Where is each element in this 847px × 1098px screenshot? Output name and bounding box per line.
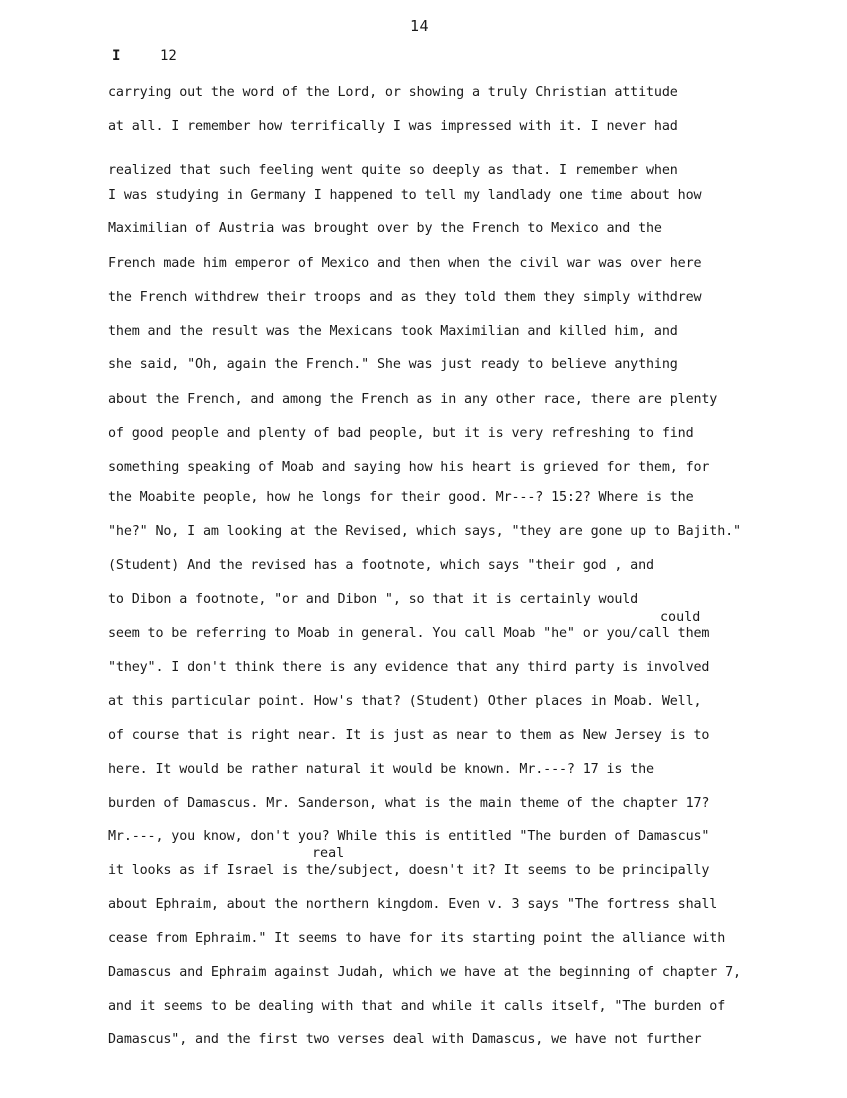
text-line: Maximilian of Austria was brought over by the French to Mexico and the [108, 221, 662, 236]
text-line: (Student) And the revised has a footnote, which says "their god , and [108, 558, 654, 573]
interlinear-insertion: real [312, 846, 345, 861]
text-line: Damascus and Ephraim against Judah, which we have at the beginning of chapter 7, [108, 965, 741, 980]
text-line: carrying out the word of the Lord, or showing a truly Christian attitude [108, 85, 678, 100]
text-line: and it seems to be dealing with that and while it calls itself, "The burden of [108, 999, 726, 1014]
text-line: them and the result was the Mexicans took Maximilian and killed him, and [108, 324, 678, 339]
text-line: it looks as if Israel is the/subject, doesn't it? It seems to be principally [108, 863, 710, 878]
text-line: French made him emperor of Mexico and then when the civil war was over here [108, 256, 702, 271]
text-line: here. It would be rather natural it would be known. Mr.---? 17 is the [108, 762, 654, 777]
text-line: the French withdrew their troops and as they told them they simply withdrew [108, 290, 702, 305]
text-line: she said, "Oh, again the French." She was just ready to believe anything [108, 357, 678, 372]
text-line: of good people and plenty of bad people, but it is very refreshing to find [108, 426, 694, 441]
text-line: the Moabite people, how he longs for their good. Mr---? 15:2? Where is the [108, 490, 694, 505]
text-line: at this particular point. How's that? (Student) Other places in Moab. Well, [108, 694, 702, 709]
section-roman: I [112, 48, 121, 64]
text-line: at all. I remember how terrifically I was impressed with it. I never had [108, 119, 678, 134]
text-line: about Ephraim, about the northern kingdom. Even v. 3 says "The fortress shall [108, 897, 718, 912]
text-line: burden of Damascus. Mr. Sanderson, what is the main theme of the chapter 17? [108, 796, 710, 811]
text-line: Damascus", and the first two verses deal with Damascus, we have not further [108, 1032, 702, 1047]
text-line: something speaking of Moab and saying how his heart is grieved for them, for [108, 460, 710, 475]
text-line: Mr.---, you know, don't you? While this is entitled "The burden of Damascus" [108, 829, 710, 844]
section-number: 12 [160, 48, 177, 64]
interlinear-insertion: could [660, 610, 701, 625]
text-line: seem to be referring to Moab in general. You call Moab "he" or you/call them [108, 626, 710, 641]
text-line: "he?" No, I am looking at the Revised, which says, "they are gone up to Bajith." [108, 524, 741, 539]
text-line: I was studying in Germany I happened to tell my landlady one time about how [108, 188, 702, 203]
text-line: of course that is right near. It is just as near to them as New Jersey is to [108, 728, 710, 743]
text-line: about the French, and among the French as in any other race, there are plenty [108, 392, 718, 407]
text-line: cease from Ephraim." It seems to have for its starting point the alliance with [108, 931, 726, 946]
page-number: 14 [410, 17, 430, 35]
text-line: realized that such feeling went quite so deeply as that. I remember when [108, 163, 678, 178]
text-line: to Dibon a footnote, "or and Dibon ", so that it is certainly would [108, 592, 639, 607]
text-line: "they". I don't think there is any evidence that any third party is involved [108, 660, 710, 675]
